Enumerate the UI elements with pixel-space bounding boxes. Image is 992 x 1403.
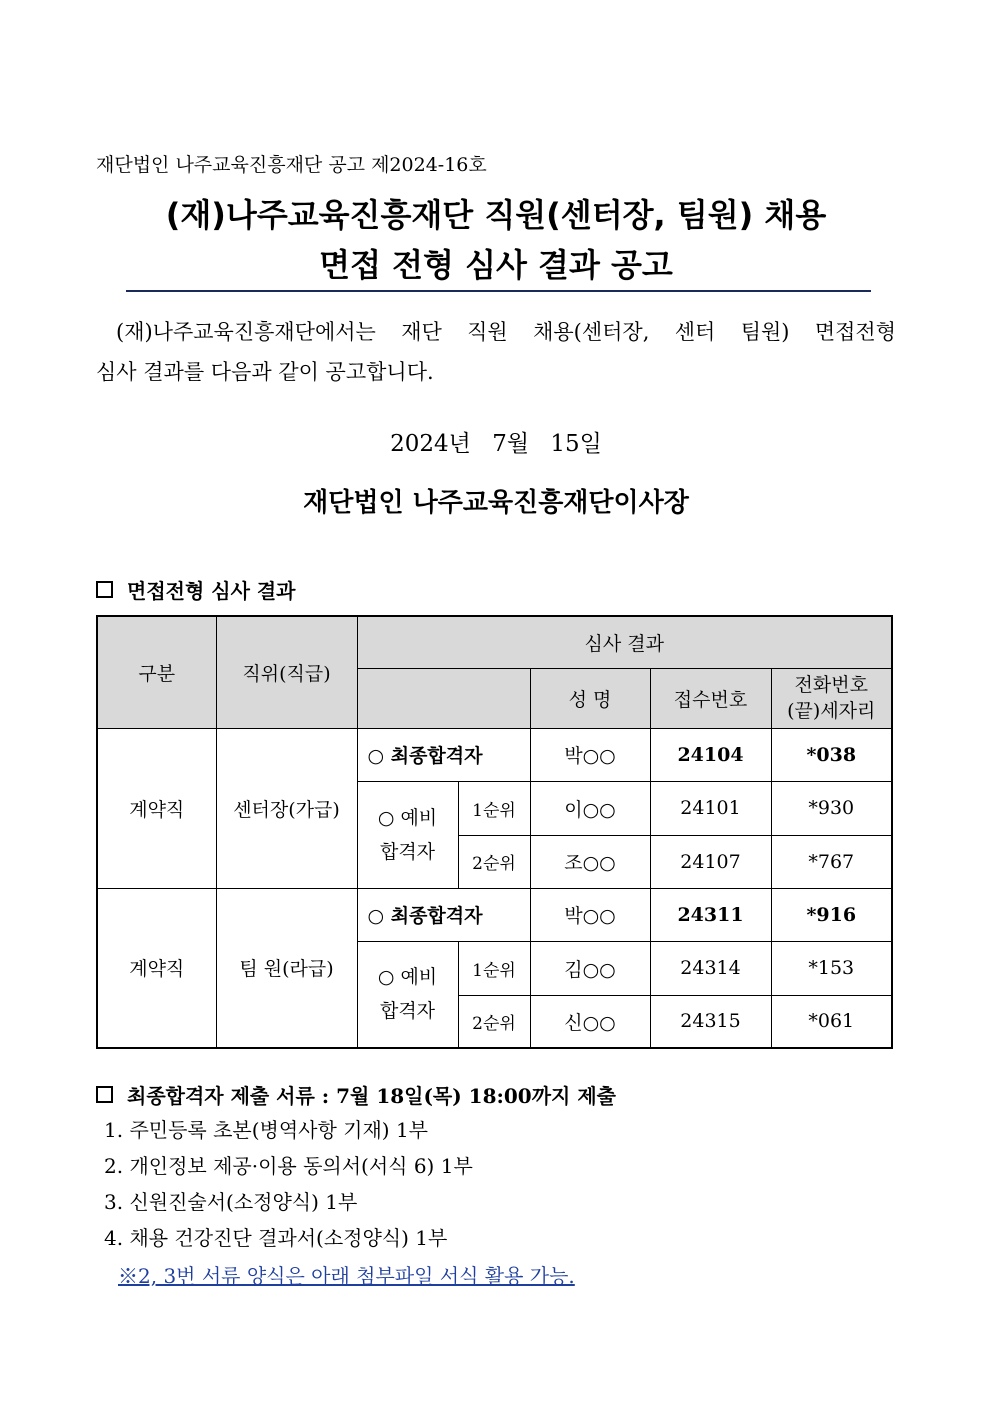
group1-category: 계약직 <box>97 728 216 888</box>
group2-reserve2-receipt: 24315 <box>650 995 771 1048</box>
group2-final-name: 박○○ <box>530 888 650 941</box>
group2-reserve2-name: 신○○ <box>530 995 650 1048</box>
page-title-line1: (재)나주교육진흥재단 직원(센터장, 팀원) 채용 <box>165 196 827 234</box>
attachment-note: ※2, 3번 서류 양식은 아래 첨부파일 서식 활용 가능. <box>118 1264 575 1288</box>
document-item: 4. 채용 건강진단 결과서(소정양식) 1부 <box>104 1226 448 1250</box>
group2-category: 계약직 <box>97 888 216 1048</box>
group1-reserve-label-line1: ○ 예비 <box>377 806 438 829</box>
group2-reserve1-receipt: 24314 <box>650 941 771 995</box>
results-table <box>96 615 893 1049</box>
group2-reserve1-phone: *153 <box>771 941 892 995</box>
group2-reserve-label <box>357 941 458 1048</box>
group2-position: 팀 원(라급) <box>216 888 357 1048</box>
group2-final-receipt: 24311 <box>650 888 771 941</box>
intro-paragraph <box>96 312 896 392</box>
header-result: 심사 결과 <box>357 616 892 668</box>
group1-position: 센터장(가급) <box>216 728 357 888</box>
intro-line-1: (재)나주교육진흥재단에서는 재단 직원 채용(센터장, 센터 팀원) 면접전형 <box>116 320 896 344</box>
group2-reserve1-rank: 1순위 <box>458 941 530 995</box>
document-item: 2. 개인정보 제공·이용 동의서(서식 6) 1부 <box>104 1154 473 1178</box>
group1-reserve-label-line2: 합격자 <box>379 840 436 863</box>
document-item: 3. 신원진술서(소정양식) 1부 <box>104 1190 358 1214</box>
page-title-line2: 면접 전형 심사 결과 공고 <box>319 246 673 284</box>
group1-reserve1-rank: 1순위 <box>458 781 530 835</box>
section-results-title: 면접전형 심사 결과 <box>127 579 296 603</box>
group1-reserve2-rank: 2순위 <box>458 835 530 888</box>
announcement-date: 2024년 7월 15일 <box>390 431 602 457</box>
group2-reserve-label-line1: ○ 예비 <box>377 966 438 989</box>
section-documents-heading <box>96 1080 616 1109</box>
group2-reserve2-phone: *061 <box>771 995 892 1048</box>
header-blank <box>357 668 530 728</box>
header-category: 구분 <box>97 616 216 728</box>
group1-reserve1-receipt: 24101 <box>650 781 771 835</box>
group1-final-phone: *038 <box>771 728 892 781</box>
header-position: 직위(직급) <box>216 616 357 728</box>
group1-reserve2-phone: *767 <box>771 835 892 888</box>
section-results-heading <box>96 575 296 604</box>
group1-reserve1-phone: *930 <box>771 781 892 835</box>
group1-final-receipt: 24104 <box>650 728 771 781</box>
group1-final-label: ○ 최종합격자 <box>357 728 530 781</box>
group2-reserve1-name: 김○○ <box>530 941 650 995</box>
group1-final-name: 박○○ <box>530 728 650 781</box>
header-receipt-no: 접수번호 <box>650 668 771 728</box>
group1-reserve1-name: 이○○ <box>530 781 650 835</box>
header-name: 성 명 <box>530 668 650 728</box>
signer: 재단법인 나주교육진흥재단이사장 <box>303 488 689 518</box>
group1-reserve2-name: 조○○ <box>530 835 650 888</box>
group2-reserve-label-line2: 합격자 <box>379 1000 436 1023</box>
checkbox-icon <box>96 581 113 598</box>
checkbox-icon <box>96 1086 113 1103</box>
group1-reserve-label <box>357 781 458 888</box>
group2-final-label: ○ 최종합격자 <box>357 888 530 941</box>
title-divider <box>126 290 871 292</box>
group1-reserve2-receipt: 24107 <box>650 835 771 888</box>
intro-line-2: 심사 결과를 다음과 같이 공고합니다. <box>96 360 434 384</box>
section-documents-title: 최종합격자 제출 서류 : 7월 18일(목) 18:00까지 제출 <box>127 1084 616 1108</box>
notice-number: 재단법인 나주교육진흥재단 공고 제2024-16호 <box>96 154 487 176</box>
group2-final-phone: *916 <box>771 888 892 941</box>
document-item: 1. 주민등록 초본(병역사항 기재) 1부 <box>104 1118 429 1142</box>
documents-list <box>104 1112 473 1256</box>
group2-reserve2-rank: 2순위 <box>458 995 530 1048</box>
header-phone: 전화번호 (끝)세자리 <box>771 668 892 728</box>
